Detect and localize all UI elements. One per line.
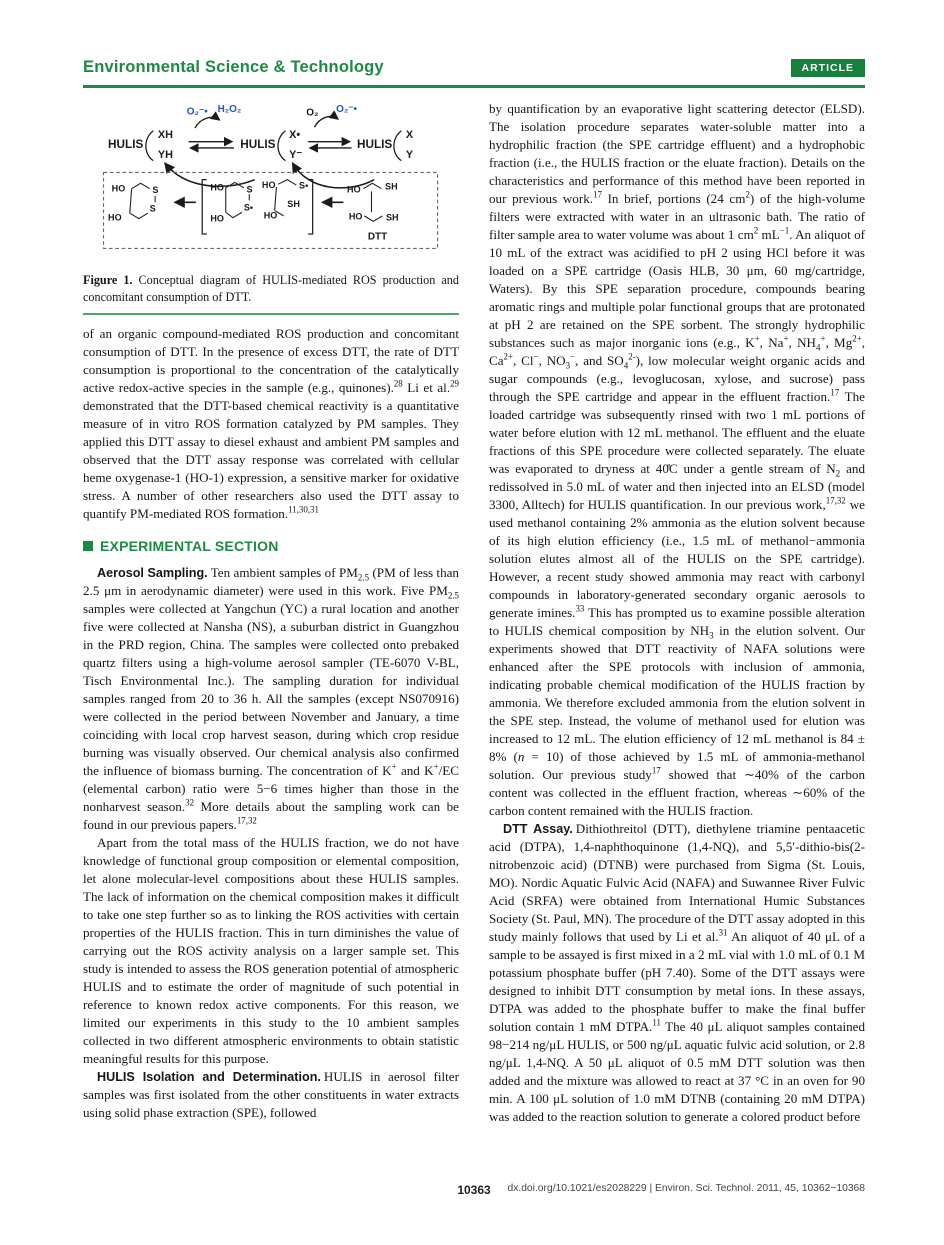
continuation-paragraph: by quantification by an evaporative light scattering detector (ELSD). The isolation procedure separates water-soluble matter into a hydrophilic fraction (the SPE cartridge effluent) and a hydrophobic fraction (i.e., the HULIS fraction or the eluate fraction). Details on the characteristics and performance of this method have been reported in our previous work.$^{17}$ In brief, portions (24 $cm^2$) of the high-volume filters were extracted with water in an ultrasonic bath. The ratio of filter sample area to water volume was about 1 $cm^2$ $mL^{-1}$. An aliquot of 10 mL of the extract was acidified to pH 2 using HCl before it was loaded on a SPE cartridge (Oasis HLB, 30 μm, 60 mg/cartridge, Waters). By this SPE separation procedure, compounds bearing aromatic rings and multiple polar functional groups that are protonated at pH 2 are retained on the SPE sorbent. The strongly hydrophilic substances such as major inorganic ions (e.g., K+, Na+, $NH_4^+$, $Mg^{2+}$, $Ca^{2+}$, Cl−, $NO_3^-$, and $SO_4^{2-}$), low molecular weight organic acids and sugar compounds (e.g., levoglucosan, xylose, and sucrose) pass through the SPE cartridge and appear in the effluent fraction.$^{17}$ The loaded cartridge was subsequently rinsed with two 1 mL portions of water before elution with 12 mL methanol. The effluent and the eluate fractions of this SPE procedure were collected separately. The eluate was evaporated to dryness at 40̊C under a gentle stream of $N_2$ and redissolved in 5.0 mL of water and then injected into an ELSD (model 3300, Alltech) for HULIS quantification. In our previous work,$^{17,32}$ we used methanol containing 2% ammonia as the elution solvent because of its high elution efficiency (i.e., 1.5 mL of methanol−ammonia solution elutes almost all of the HULIS on the SPE cartridge). However, a recent study showed ammonia may react with carbonyl compounds in laboratory-generated secondary organic aerosols to generate imines.$^{33}$ This has prompted us to examine possible alteration to HULIS chemical composition by $NH_3$ in the elution solvent. Our experiments showed that DTT reactivity of NAFA solutions were enhanced after the SPE protocols with inclusion of ammonia, indicating probable chemical modification of the HULIS fraction by ammonia. We therefore excluded ammonia from the elution solvent in the SPE step. Instead, the volume of methanol used for elution was increased to 12 mL. The elution efficiency of 12 mL methanol is 84 ± 8% (n = 10) of those achieved by 1.5 mL of ammonia-methanol solution. Our previous study$^{17}$ showed that ∼40% of the carbon content was collected in the effluent fraction, whereas ∼60% of the carbon content remained with the HULIS fraction. <box>489 101 866 818</box>
page-header <box>83 58 865 77</box>
s-label: S <box>152 185 159 196</box>
hulis-isolation-heading: HULIS Isolation and Determination. <box>97 1069 321 1084</box>
hulis-label-1: HULIS <box>108 137 144 151</box>
sh-label: SH <box>287 198 300 209</box>
page-number: 10363 <box>457 1183 491 1197</box>
apart-paragraph: Apart from the total mass of the HULIS fraction, we do not have knowledge of functional group composition or elemental composition, let alone molecular-level compositions about these HULIS samples. The lack of information on the chemical composition makes it difficult to take one step further so as to linking the ROS activities with certain properties of the HULIS fraction. This in turn diminishes the value of carrying out the ROS activity analysis on a larger sample set. This study is intended to assess the ROS generation potential of atmospheric HULIS and to estimate the order of magnitude of such potential in reference to known redox active components. For this reason, we limited our experiments in this study to the 10 ambient samples collected in two different atmospheric environments to obtain statistic meaningful results for this purpose. <box>83 834 459 1066</box>
xh-label: XH <box>157 129 173 142</box>
ho-label: HO <box>348 211 363 222</box>
figure-caption-label: Figure 1. <box>83 273 133 287</box>
ho-label: HO <box>261 179 276 190</box>
bracket-open <box>202 180 207 234</box>
hulis-isolation-text: HULIS in aerosol filter samples was first isolated from the other constituents in water extracts using solid phase extraction (SPE), followed <box>83 1068 459 1120</box>
figure-divider <box>83 313 459 315</box>
page-footer <box>83 1183 865 1199</box>
ho-label: HO <box>347 184 361 195</box>
aerosol-sampling-text: Ten ambient samples of $PM_{2.5}$ (PM of less than 2.5 μm in aerodynamic diameter) were used in this work. Five $PM_{2.5}$ samples were collected at Yangchun (YC) a rural location and another five were collected at Nansha (NS), a suburban district in Guangzhou in the PRD region, China. The samples were collected onto prebaked quartz filters using a high-volume aerosol sampler (TE-6070 V-BL, Tisch Environmental Inc.). The sampling duration for individual samples ranged from 20 to 36 h. All the samples (except NS070916) were collected in the period between November and January, a time coinciding with local crop harvest season, during which crop residue burning was visually observed. Our chemical analysis also confirmed the influence of biomass burning. The concentration of K+ and K+/EC (elemental carbon) ratio were 5−6 times higher than those in the nonharvest season.$^{32}$ More details about the sampling work can be found in our previous papers.$^{17,32}$ <box>83 564 459 832</box>
o2-label: O₂ <box>306 107 319 119</box>
hulis-bracket-2 <box>278 131 285 161</box>
dtt-assay-text: Dithiothreitol (DTT), diethylene triamine pentaacetic acid (DTPA), 1,4-naphthoquinone (1,4-NQ), and 5,5′-dithio-bis(2-nitrobenzoic acid) (DTNB) were purchased from Sigma (St. Louis, MO). Nordic Aquatic Fulvic Acid (NAFA) and Suwannee River Fulvic Acid (SRFA) were obtained from International Humic Substances Society (St. Paul, MN). The procedure of the DTT assay adopted in this study mainly follows that used by Li et al.$^{31}$ An aliquot of 40 μL of a sample to be assayed is first mixed in a 2 mL vial with 1.0 mL of 0.1 M potassium phosphate buffer (pH 7.40). Some of the DTT assays were designed to inhibit DTT consumption by metal ions. In these assays, DTPA was added to the phosphate buffer to make the final buffer solution contain 1 mM DTPA.$^{11}$ The 40 μL aliquot samples contained 98−214 ng/μL HULIS, or 500 ng/μL aquatic fulvic acid solution, or 2.8 ng/μL 1,4-NQ. A 50 μL aliquot of 0.5 mM DTT solution was then added and the mixture was allowed to react at 37 °C in an oven for 90 min. A 100 μL solution of 1.0 mM DTNB (containing 20 mM DTPA) was added to the reaction solution to generate a colored product before <box>489 821 866 1124</box>
superoxide-label: O₂⁻• <box>186 106 208 118</box>
figure-1 <box>83 100 459 315</box>
hulis-bracket-3 <box>394 131 401 161</box>
y-label: Y <box>405 148 414 161</box>
sh-label: SH <box>385 181 398 192</box>
y-anion-label: Y⁻ <box>289 148 303 161</box>
x-label: X <box>405 129 414 142</box>
cycle-arrow-left <box>195 117 219 128</box>
hulis-isolation-paragraph <box>83 1068 459 1122</box>
superoxide-label-2: O₂⁻• <box>336 103 358 115</box>
s-label: S <box>149 203 156 214</box>
doi-citation: dx.doi.org/10.1021/es2028229 | Environ. Sci. Technol. 2011, 45, 10362−10368 <box>507 1183 865 1194</box>
journal-title: Environmental Science & Technology <box>83 58 384 76</box>
ho-label: HO <box>111 183 126 194</box>
section-heading-experimental <box>83 537 459 555</box>
dtt-assay-heading: DTT Assay. <box>503 822 573 836</box>
dtt-label: DTT <box>367 231 388 243</box>
aerosol-sampling-paragraph <box>83 564 459 834</box>
s-radical-label: S• <box>243 202 254 213</box>
chain-3 <box>275 180 297 216</box>
ho-label: HO <box>210 213 224 224</box>
section-heading-text: EXPERIMENTAL SECTION <box>100 537 279 554</box>
figure-caption-text: Conceptual diagram of HULIS-mediated ROS production and concomitant consumption of DTT. <box>83 273 459 304</box>
article-type-badge: ARTICLE <box>791 59 866 77</box>
header-rule <box>83 85 865 88</box>
hulis-label-3: HULIS <box>357 137 393 151</box>
hulis-label-2: HULIS <box>240 137 276 151</box>
two-column-body <box>83 100 865 1126</box>
left-column <box>83 100 459 1126</box>
aerosol-sampling-heading: Aerosol Sampling. <box>97 565 208 580</box>
x-radical-label: X• <box>289 129 301 142</box>
figure-caption <box>83 272 459 305</box>
figure-diagram <box>83 100 459 272</box>
ho-label: HO <box>108 212 122 223</box>
h2o2-label: H₂O₂ <box>217 103 242 115</box>
s-label: S <box>246 184 253 195</box>
bracket-close <box>308 180 313 234</box>
s-radical-label: S• <box>299 180 309 191</box>
chain-4 <box>363 183 382 221</box>
ho-label: HO <box>210 182 224 193</box>
section-bullet-icon <box>83 541 93 551</box>
yh-label: YH <box>157 148 173 161</box>
hulis-bracket-1 <box>146 131 153 161</box>
sh-label: SH <box>385 212 399 223</box>
right-column <box>489 100 865 1126</box>
dtt-assay-paragraph <box>489 820 865 1126</box>
intro-paragraph: of an organic compound-mediated ROS production and concomitant consumption of DTT. In the presence of excess DTT, the rate of DTT consumption is proportional to the concentration of the catalytically active redox-active species in the sample (e.g., quinones).$^{28}$ Li et al.$^{29}$ demonstrated that the DTT-based chemical reactivity is a quantitative measure of in vitro ROS formation catalyzed by PM samples. They applied this DTT assay to diesel exhaust and ambient PM samples and observed that the DTT assay response was correlated with cellular heme oxygenase-1 (HO-1) expression, a sensitive marker for oxidative stress. A number of other researchers also used the DTT assay to quantify PM-mediated ROS formation.$^{11,30,31}$ <box>83 325 459 521</box>
ho-label: HO <box>263 210 278 221</box>
